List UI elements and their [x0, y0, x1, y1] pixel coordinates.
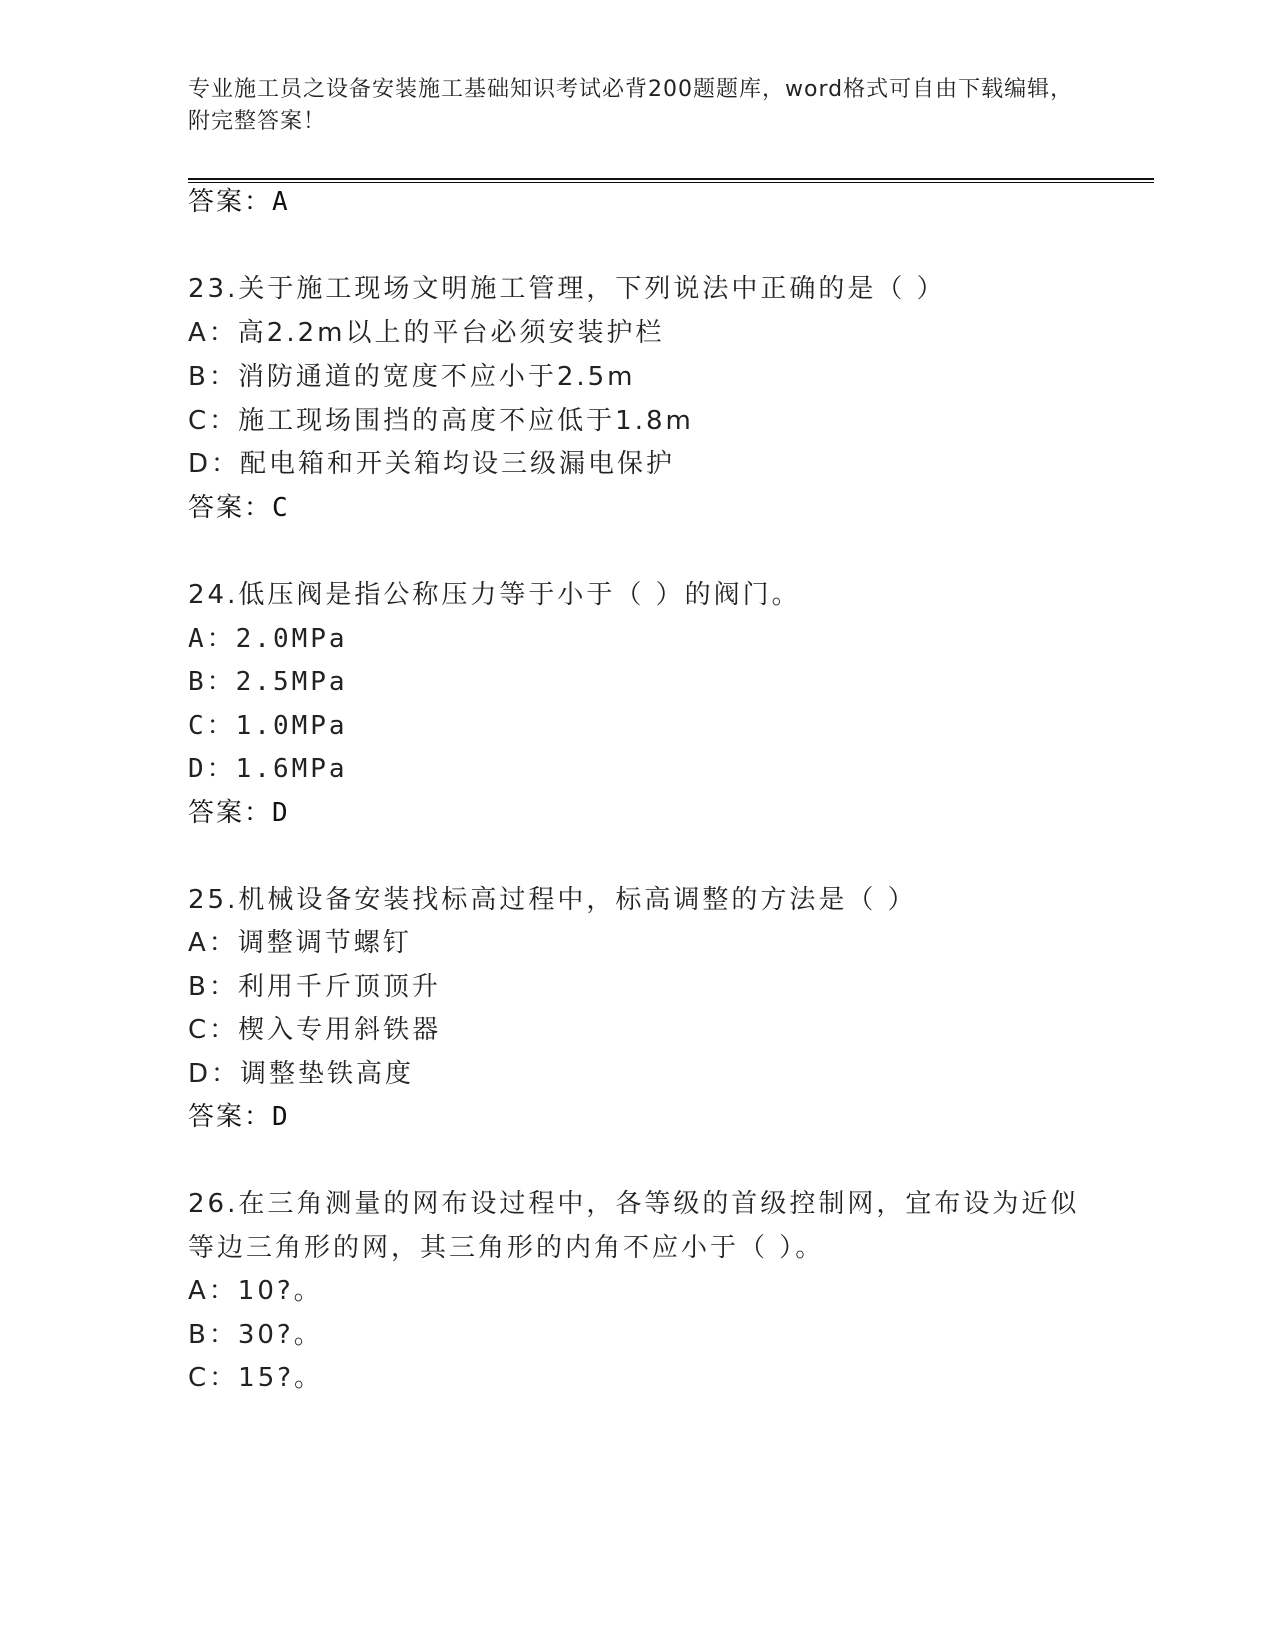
- option-b-23: B：消防通道的宽度不应小于2.5m: [188, 362, 636, 392]
- option-d-24: D：1.6MPa: [188, 754, 348, 784]
- answer-value: C: [272, 493, 290, 523]
- answer-line-22: [188, 184, 290, 220]
- question-stem-23: 23.关于施工现场文明施工管理，下列说法中正确的是（ ）: [188, 274, 946, 304]
- option-c-26: C：15?。: [188, 1363, 324, 1393]
- question-stem-25: 25.机械设备安装找标高过程中，标高调整的方法是（ ）: [188, 885, 917, 915]
- option-b-24: B：2.5MPa: [188, 667, 348, 697]
- header-divider: [188, 178, 1154, 183]
- question-stem-26-line1: 26.在三角测量的网布设过程中，各等级的首级控制网，宜布设为近似: [188, 1189, 1080, 1219]
- option-a-26: A：10?。: [188, 1276, 323, 1306]
- answer-label: 答案：: [188, 493, 273, 523]
- answer-value: A: [272, 187, 290, 217]
- answer-line-24: [188, 795, 290, 831]
- option-c-24: C：1.0MPa: [188, 711, 348, 741]
- option-a-23: A：高2.2m以上的平台必须安装护栏: [188, 318, 665, 348]
- answer-line-25: [188, 1099, 290, 1135]
- answer-label: 答案：: [188, 187, 273, 217]
- option-b-26: B：30?。: [188, 1320, 323, 1350]
- option-a-24: A：2.0MPa: [188, 624, 348, 654]
- option-a-25: A：调整调节螺钉: [188, 928, 412, 958]
- question-stem-26-line2: 等边三角形的网，其三角形的内角不应小于（ ）。: [188, 1233, 825, 1263]
- option-d-25: D：调整垫铁高度: [188, 1059, 415, 1089]
- option-c-23: C：施工现场围挡的高度不应低于1.8m: [188, 406, 694, 436]
- option-d-23: D：配电箱和开关箱均设三级漏电保护: [188, 449, 676, 479]
- answer-label: 答案：: [188, 1102, 273, 1132]
- answer-value: D: [272, 798, 290, 828]
- document-header-title: 专业施工员之设备安装施工基础知识考试必背200题题库，word格式可自由下载编辑，附完整答案！: [188, 77, 1074, 134]
- option-c-25: C：楔入专用斜铁器: [188, 1015, 442, 1045]
- question-stem-24: 24.低压阀是指公称压力等于小于（ ）的阀门。: [188, 580, 801, 610]
- answer-value: D: [272, 1102, 290, 1132]
- answer-label: 答案：: [188, 798, 273, 828]
- answer-line-23: [188, 490, 290, 526]
- option-b-25: B：利用千斤顶顶升: [188, 972, 441, 1002]
